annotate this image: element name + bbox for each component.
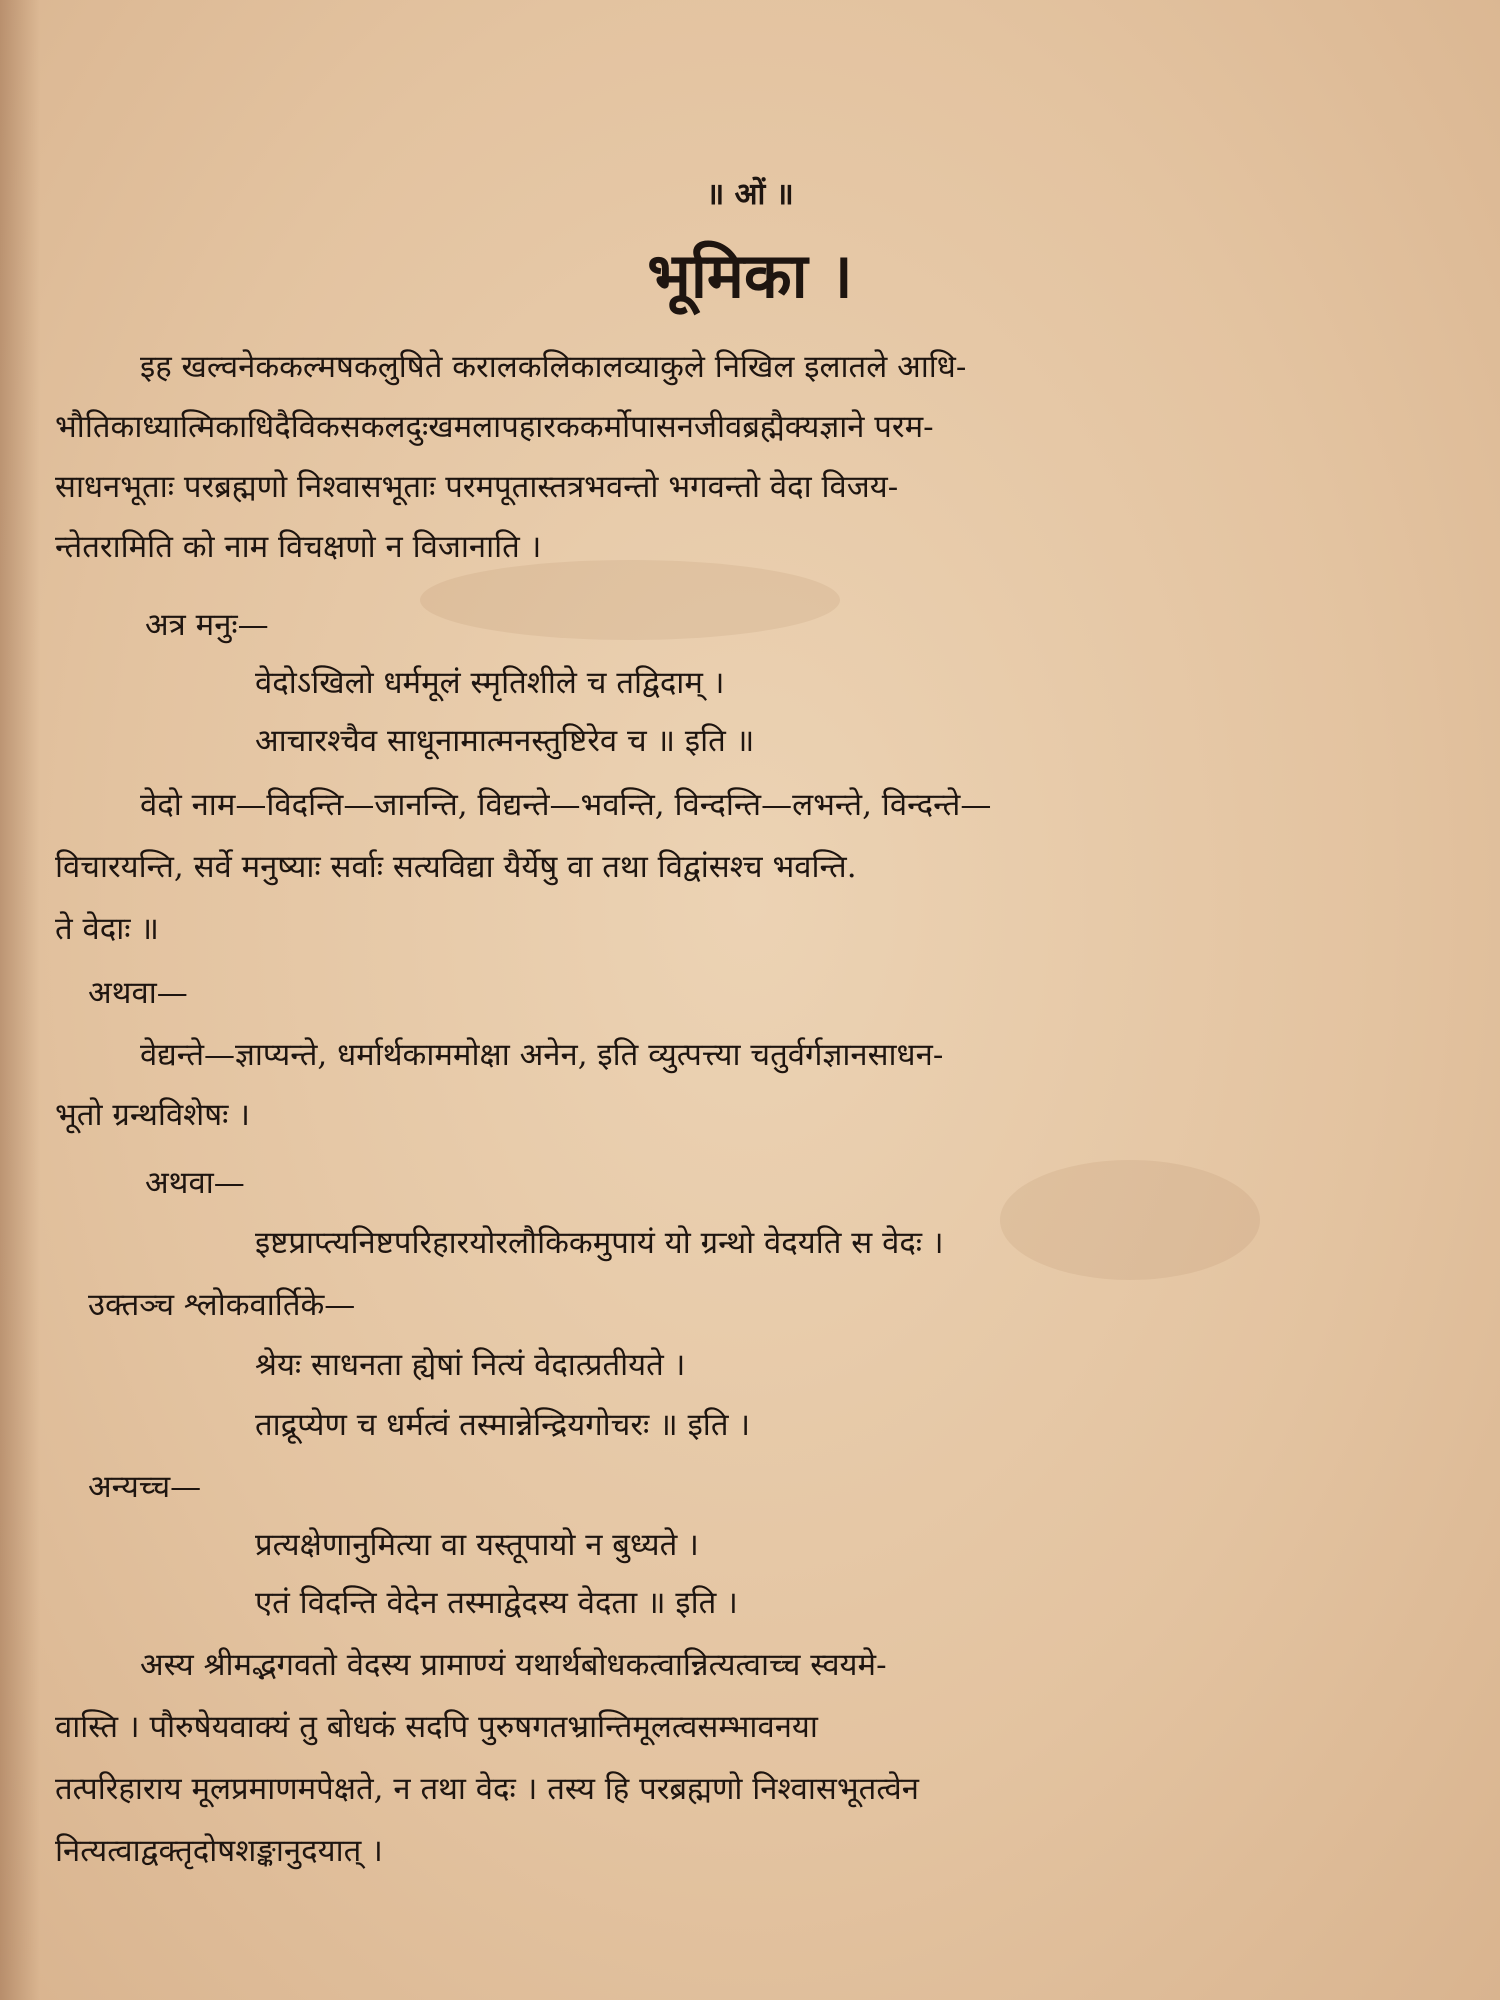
- paragraph-line: वेदो नाम—विदन्ति—जानन्ति, विद्यन्ते—भवन्ति, विन्दन्ति—लभन्ते, विन्दन्ते—: [140, 787, 992, 823]
- paragraph-line: विचारयन्ति, सर्वे मनुष्याः सर्वाः सत्यविद्या यैर्येषु वा तथा विद्वांसश्च भवन्ति.: [55, 849, 857, 885]
- page-title: भूमिका ।: [647, 239, 853, 312]
- section-label: अथवा—: [88, 975, 188, 1011]
- paragraph-line: ते वेदाः ॥: [55, 911, 159, 947]
- paragraph-line: अस्य श्रीमद्भगवतो वेदस्य प्रामाण्यं यथार्थबोधकत्वान्नित्यत्वाच्च स्वयमे-: [140, 1647, 887, 1683]
- section-label: अत्र मनुः—: [145, 607, 269, 643]
- paragraph-line: भूतो ग्रन्थविशेषः ।: [55, 1097, 251, 1133]
- verse-line: प्रत्यक्षेणानुमित्या वा यस्तूपायो न बुध्यते ।: [255, 1527, 699, 1563]
- paragraph-line: तत्परिहाराय मूलप्रमाणमपेक्षते, न तथा वेदः । तस्य हि परब्रह्मणो निश्वासभूतत्वेन: [55, 1771, 919, 1807]
- paragraph-line: वेद्यन्ते—ज्ञाप्यन्ते, धर्मार्थकाममोक्षा अनेन, इति व्युत्पत्त्या चतुर्वर्गज्ञानसाधन-: [140, 1037, 944, 1073]
- section-label: उक्तञ्च श्लोकवार्तिके—: [88, 1287, 356, 1323]
- quote-line: इष्टप्राप्त्यनिष्टपरिहारयोरलौकिकमुपायं यो ग्रन्थो वेदयति स वेदः ।: [255, 1225, 944, 1261]
- paragraph-line: भौतिकाध्यात्मिकाधिदैविकसकलदुःखमलापहारककर्मोपासनजीवब्रह्मैक्यज्ञाने परम-: [55, 409, 934, 445]
- verse-line: श्रेयः साधनता ह्येषां नित्यं वेदात्प्रतीयते ।: [255, 1347, 686, 1383]
- paper-stain: [420, 560, 840, 640]
- verse-line: वेदोऽखिलो धर्ममूलं स्मृतिशीले च तद्विदाम् ।: [255, 665, 725, 701]
- section-label: अथवा—: [145, 1165, 245, 1201]
- paragraph-line: नित्यत्वाद्वक्तृदोषशङ्कानुदयात् ।: [55, 1833, 383, 1869]
- paragraph-line: न्तेतरामिति को नाम विचक्षणो न विजानाति ।: [55, 529, 542, 565]
- verse-line: ताद्रूप्येण च धर्मत्वं तस्मान्नेन्द्रियगोचरः ॥ इति ।: [255, 1407, 751, 1443]
- paragraph-line: साधनभूताः परब्रह्मणो निश्वासभूताः परमपूतास्तत्रभवन्तो भगवन्तो वेदा विजय-: [55, 469, 899, 505]
- section-label: अन्यच्च—: [88, 1469, 202, 1505]
- paragraph-line: इह खल्वनेककल्मषकलुषिते करालकलिकालव्याकुले निखिल इलातले आधि-: [140, 349, 967, 385]
- paragraph-line: वास्ति । पौरुषेयवाक्यं तु बोधकं सदपि पुरुषगतभ्रान्तिमूलत्वसम्भावनया: [55, 1709, 818, 1745]
- verse-line: आचारश्चैव साधूनामात्मनस्तुष्टिरेव च ॥ इति ॥: [255, 723, 755, 759]
- paper-stain: [1000, 1160, 1260, 1280]
- verse-line: एतं विदन्ति वेदेन तस्माद्वेदस्य वेदता ॥ इति ।: [255, 1585, 738, 1621]
- invocation-line: ॥ ओं ॥: [706, 177, 794, 212]
